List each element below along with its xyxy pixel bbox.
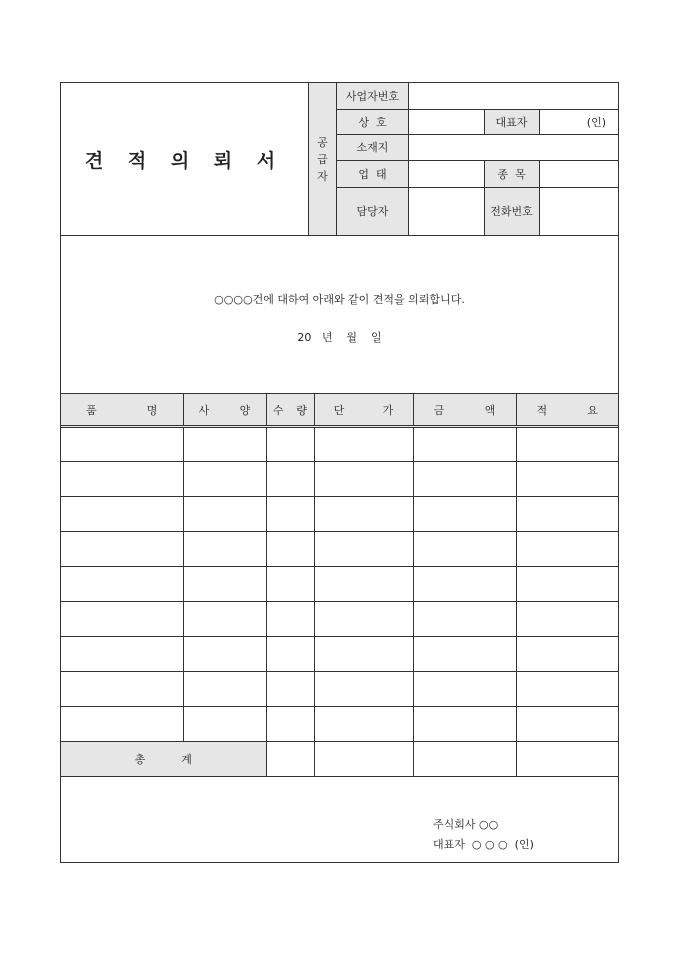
divider — [337, 187, 618, 188]
table-cell[interactable] — [413, 497, 516, 532]
table-cell[interactable] — [183, 637, 266, 672]
table-cell[interactable] — [516, 707, 618, 742]
table-cell[interactable] — [314, 602, 413, 637]
table-cell[interactable] — [413, 532, 516, 567]
supplier-char: 급 — [317, 152, 328, 166]
table-cell[interactable] — [266, 497, 314, 532]
column-header-quantity: 수 량 — [266, 394, 314, 427]
trade-name-label: 상 호 — [337, 109, 408, 134]
table-cell[interactable] — [183, 427, 266, 462]
supplier-char: 공 — [317, 135, 328, 149]
table-cell[interactable] — [266, 602, 314, 637]
table-cell[interactable] — [266, 427, 314, 462]
table-header-row — [61, 394, 618, 427]
table-cell[interactable] — [266, 707, 314, 742]
divider — [539, 109, 540, 135]
table-cell[interactable] — [266, 672, 314, 707]
items-table — [61, 393, 618, 777]
request-section — [61, 235, 618, 393]
quotation-request-form — [60, 82, 619, 863]
table-cell[interactable] — [266, 462, 314, 497]
table-row — [61, 497, 618, 532]
phone-label: 전화번호 — [484, 187, 539, 235]
business-item-field[interactable] — [539, 160, 618, 187]
table-cell[interactable] — [413, 637, 516, 672]
table-cell[interactable] — [413, 707, 516, 742]
column-header-unit-price: 단 가 — [314, 394, 413, 427]
table-row — [61, 532, 618, 567]
table-cell[interactable] — [61, 567, 183, 602]
table-cell[interactable] — [61, 707, 183, 742]
total-row — [61, 742, 618, 777]
divider — [408, 83, 409, 235]
table-cell[interactable] — [516, 567, 618, 602]
table-cell[interactable] — [413, 427, 516, 462]
contact-person-field[interactable] — [409, 187, 484, 235]
representative-seal: (인) — [586, 115, 606, 129]
table-cell[interactable] — [61, 672, 183, 707]
table-cell[interactable] — [413, 602, 516, 637]
table-cell[interactable] — [61, 637, 183, 672]
table-cell[interactable] — [61, 462, 183, 497]
table-cell[interactable] — [314, 462, 413, 497]
table-cell[interactable] — [314, 672, 413, 707]
form-title: 견 적 의 뢰 서 — [61, 83, 309, 235]
divider — [484, 109, 485, 135]
column-header-amount: 금 액 — [413, 394, 516, 427]
table-cell[interactable] — [61, 532, 183, 567]
supplier-label — [309, 83, 337, 235]
table-cell[interactable] — [516, 427, 618, 462]
table-row — [61, 567, 618, 602]
business-type-label: 업 태 — [337, 160, 408, 187]
table-row — [61, 637, 618, 672]
table-row — [61, 707, 618, 742]
phone-field[interactable] — [539, 187, 618, 235]
table-cell[interactable] — [183, 707, 266, 742]
address-field[interactable] — [409, 134, 618, 160]
column-header-item-name: 품 명 — [61, 394, 183, 427]
table-cell[interactable] — [314, 637, 413, 672]
trade-name-field[interactable] — [409, 109, 484, 134]
business-item-label: 종 목 — [484, 160, 539, 187]
table-cell[interactable] — [183, 532, 266, 567]
supplier-char: 자 — [317, 169, 328, 183]
table-cell[interactable] — [61, 602, 183, 637]
divider — [484, 160, 485, 235]
table-cell[interactable] — [183, 462, 266, 497]
company-representative: 대표자 ○ ○ ○ (인) — [433, 838, 534, 851]
table-cell[interactable] — [516, 497, 618, 532]
table-cell[interactable] — [61, 427, 183, 462]
total-cell[interactable] — [413, 742, 516, 777]
table-cell[interactable] — [516, 532, 618, 567]
divider — [337, 109, 618, 110]
table-row — [61, 602, 618, 637]
form-header — [61, 83, 618, 235]
table-cell[interactable] — [314, 497, 413, 532]
business-type-field[interactable] — [409, 160, 484, 187]
company-name: 주식회사 ○○ — [433, 818, 499, 831]
request-date: 20 년 월 일 — [297, 331, 382, 344]
table-cell[interactable] — [413, 462, 516, 497]
table-cell[interactable] — [516, 462, 618, 497]
business-number-field[interactable] — [409, 83, 618, 109]
table-cell[interactable] — [183, 672, 266, 707]
contact-person-label: 담당자 — [337, 187, 408, 235]
table-cell[interactable] — [314, 567, 413, 602]
total-cell[interactable] — [314, 742, 413, 777]
column-header-spec: 사 양 — [183, 394, 266, 427]
address-label: 소재지 — [337, 134, 408, 160]
table-cell[interactable] — [183, 567, 266, 602]
table-cell[interactable] — [314, 707, 413, 742]
table-cell[interactable] — [266, 567, 314, 602]
table-cell[interactable] — [413, 567, 516, 602]
business-number-label: 사업자번호 — [337, 83, 408, 109]
table-row — [61, 427, 618, 462]
table-cell[interactable] — [314, 532, 413, 567]
divider — [539, 160, 540, 235]
table-row — [61, 672, 618, 707]
divider — [337, 134, 618, 135]
table-row — [61, 462, 618, 497]
total-cell[interactable] — [516, 742, 618, 777]
table-cell[interactable] — [516, 637, 618, 672]
total-label: 총계 — [61, 742, 266, 777]
request-message: ○○○○건에 대하여 아래와 같이 견적을 의뢰합니다. — [214, 293, 465, 306]
table-cell[interactable] — [183, 497, 266, 532]
table-cell[interactable] — [516, 672, 618, 707]
table-cell[interactable] — [266, 532, 314, 567]
table-cell[interactable] — [266, 637, 314, 672]
table-cell[interactable] — [183, 602, 266, 637]
table-cell[interactable] — [61, 497, 183, 532]
representative-label: 대표자 — [484, 109, 539, 134]
table-cell[interactable] — [314, 427, 413, 462]
table-cell[interactable] — [413, 672, 516, 707]
divider — [337, 160, 618, 161]
table-cell[interactable] — [516, 602, 618, 637]
total-cell[interactable] — [266, 742, 314, 777]
column-header-remarks: 적 요 — [516, 394, 618, 427]
